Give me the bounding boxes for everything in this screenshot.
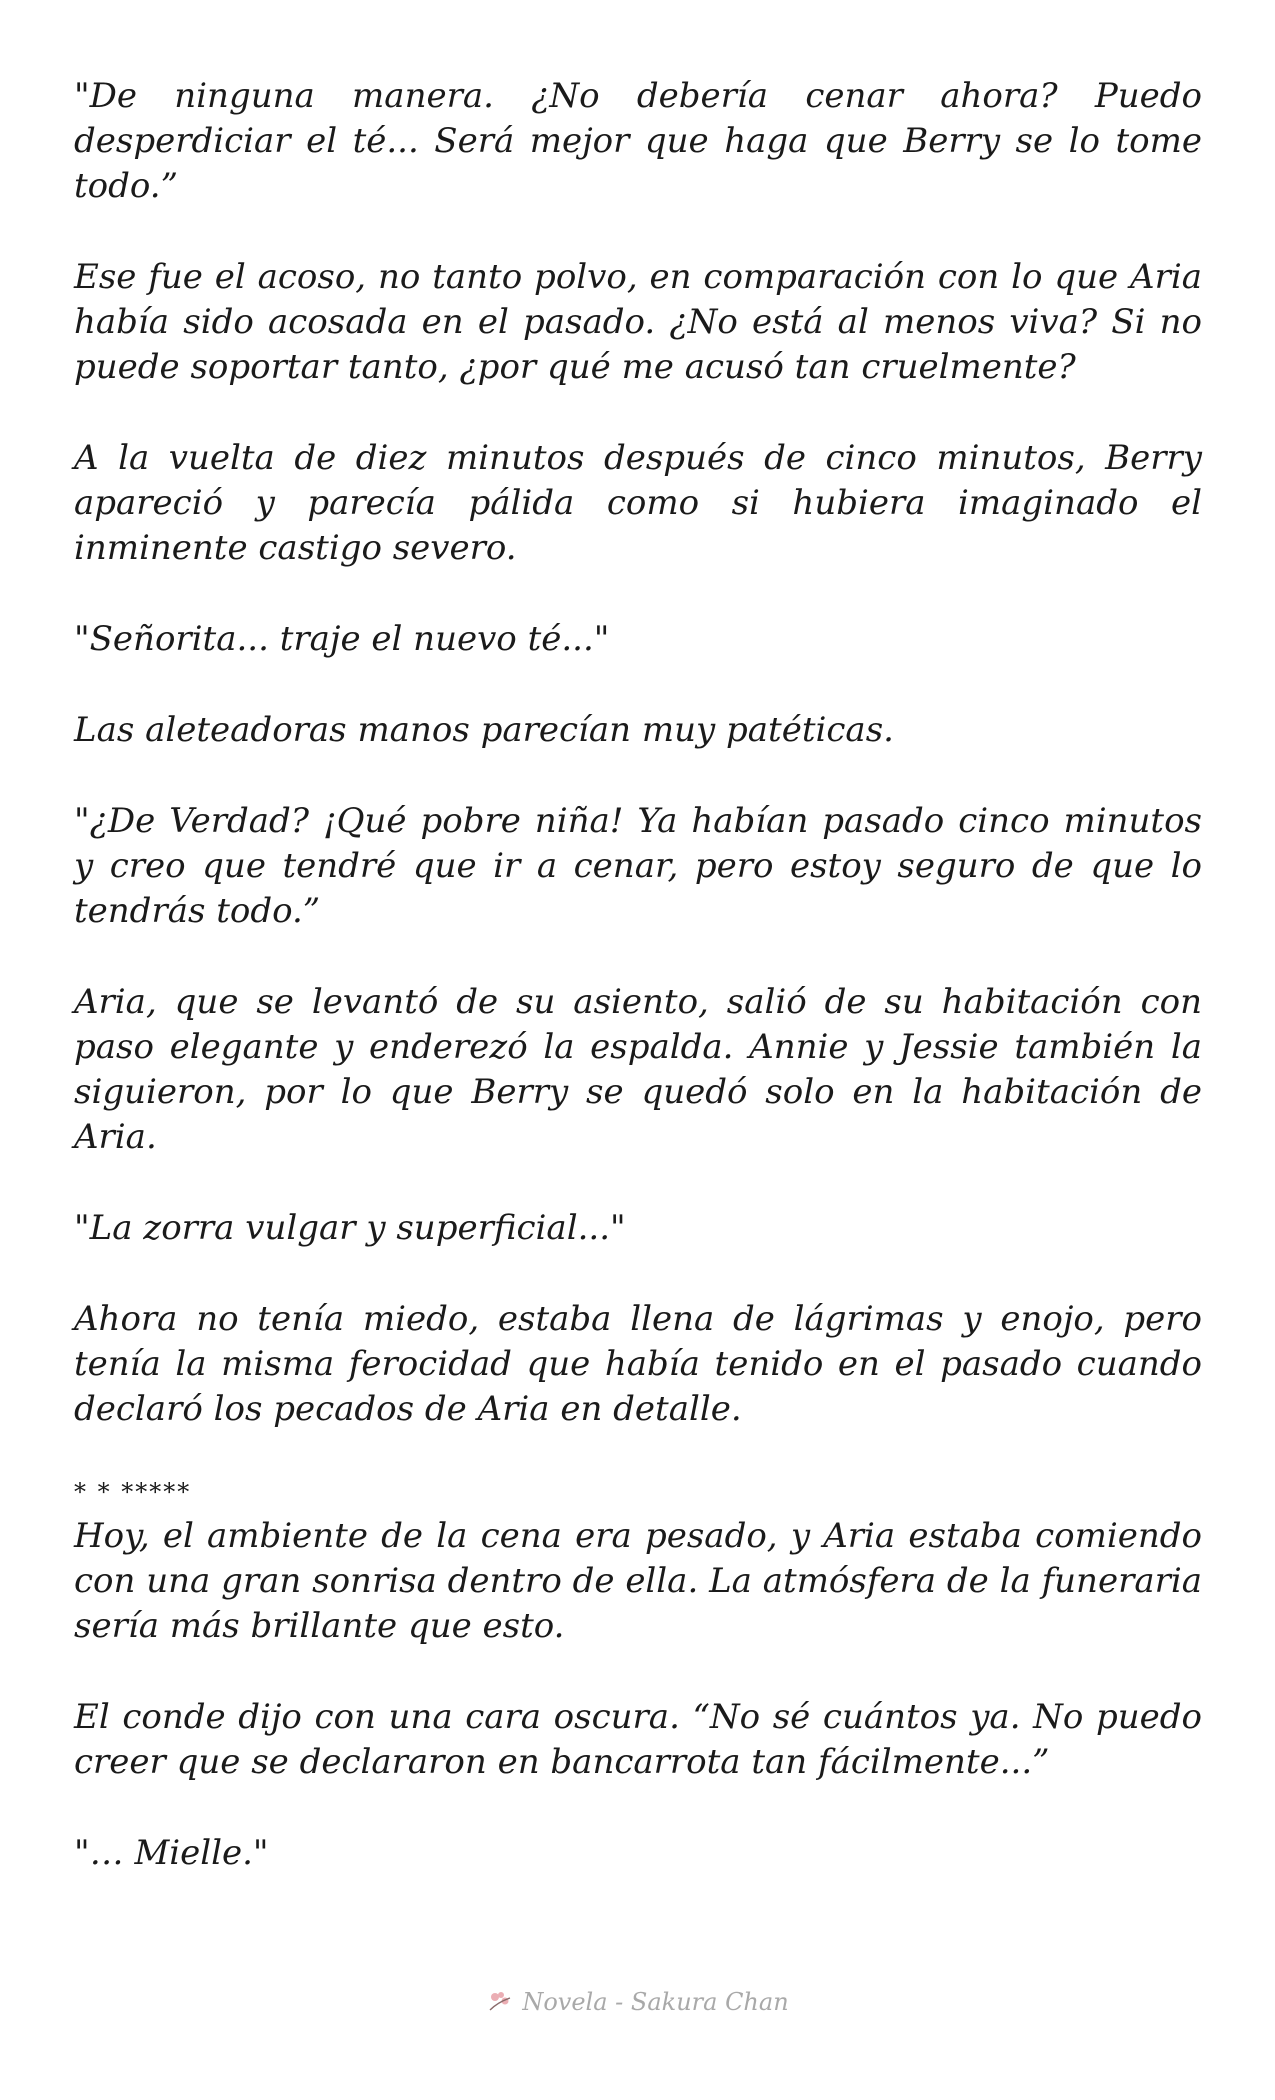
paragraph: "De ninguna manera. ¿No debería cenar ahora? Puedo desperdiciar el té... Será mejor que haga que Berry se lo tome todo.” bbox=[74, 76, 1202, 206]
paragraph: El conde dijo con una cara oscura. “No sé cuántos ya. No puedo creer que se declararon en bancarrota tan fácilmente...” bbox=[74, 1697, 1202, 1782]
paragraph: Ese fue el acoso, no tanto polvo, en comparación con lo que Aria había sido acosada en el pasado. ¿No está al menos viva? Si no puede soportar tanto, ¿por qué me acusó tan cruelmente? bbox=[74, 257, 1202, 387]
scene-separator: * * ***** bbox=[74, 1478, 192, 1506]
paragraph: Ahora no tenía miedo, estaba llena de lágrimas y enojo, pero tenía la misma ferocidad que había tenido en el pasado cuando declaró los pecados de Aria en detalle. bbox=[74, 1299, 1202, 1429]
document-body bbox=[74, 74, 1202, 1876]
paragraph: Aria, que se levantó de su asiento, salió de su habitación con paso elegante y enderezó la espalda. Annie y Jessie también la siguieron, por lo que Berry se quedó solo en la habitación de Aria. bbox=[74, 982, 1202, 1157]
paragraph: Hoy, el ambiente de la cena era pesado, y Aria estaba comiendo con una gran sonrisa dentro de ella. La atmósfera de la funeraria sería más brillante que esto. bbox=[74, 1516, 1202, 1646]
paragraph: "La zorra vulgar y superficial..." bbox=[74, 1208, 626, 1248]
paragraph: "¿De Verdad? ¡Qué pobre niña! Ya habían pasado cinco minutos y creo que tendré que ir a cenar, pero estoy seguro de que lo tendrás todo.” bbox=[74, 801, 1202, 931]
paragraph: "Señorita... traje el nuevo té..." bbox=[74, 619, 610, 659]
watermark-footer bbox=[0, 1988, 1275, 2016]
cherry-blossom-icon bbox=[486, 1988, 514, 2014]
paragraph: "… Mielle." bbox=[74, 1833, 269, 1873]
watermark-text: Novela - Sakura Chan bbox=[522, 1988, 789, 2016]
paragraph: A la vuelta de diez minutos después de cinco minutos, Berry apareció y parecía pálida como si hubiera imaginado el inminente castigo severo. bbox=[74, 438, 1202, 568]
paragraph: Las aleteadoras manos parecían muy patéticas. bbox=[74, 710, 894, 750]
